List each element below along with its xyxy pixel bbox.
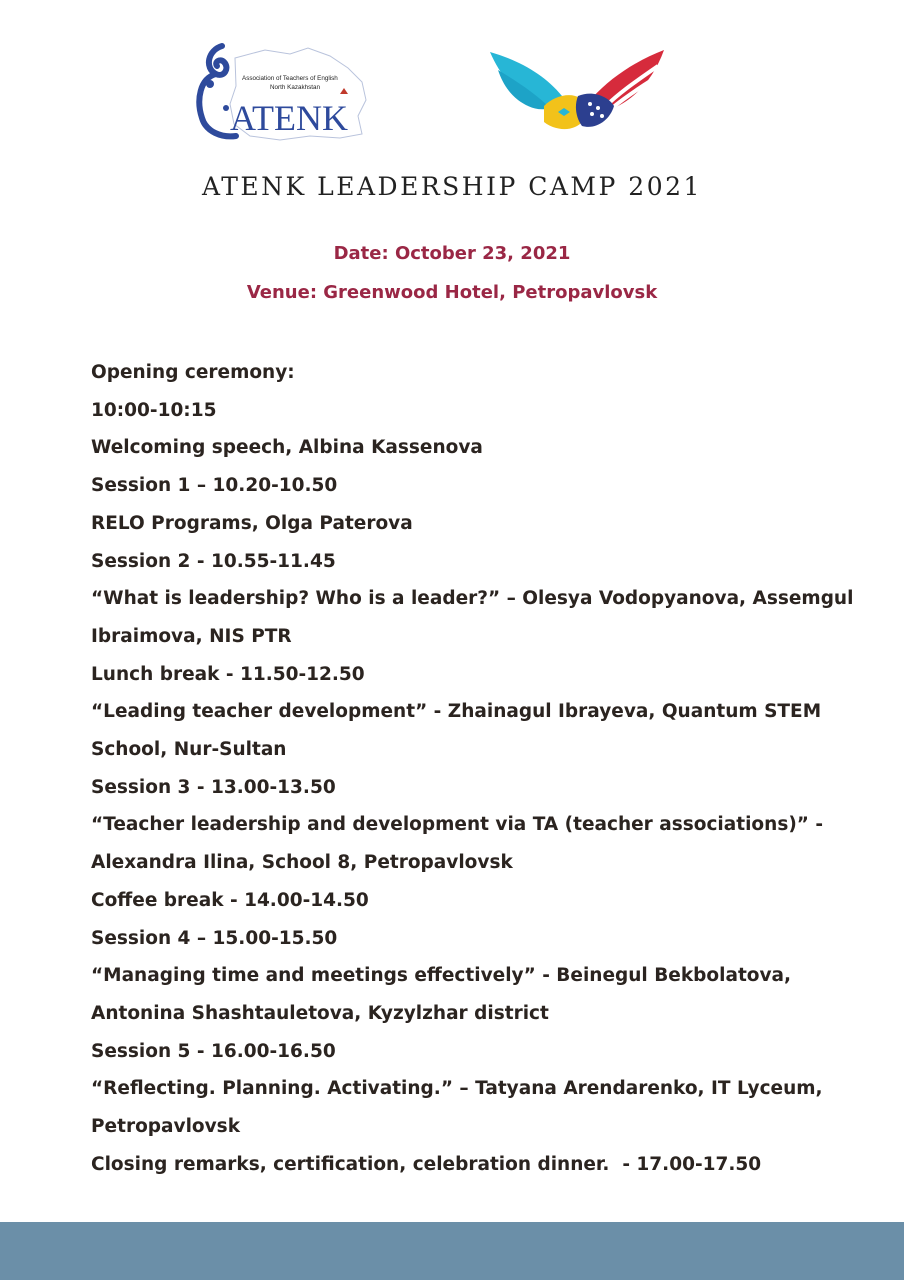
program-line: 10:00-10:15 [91, 399, 217, 421]
program-line: “Managing time and meetings effectively” - Beinegul Bekbolatova, [91, 965, 792, 987]
event-venue: Venue: Greenwood Hotel, Petropavlovsk [246, 282, 658, 303]
program-line: “What is leadership? Who is a leader?” – Olesya Vodopyanova, Assemgul [91, 588, 854, 610]
program-line: Session 3 - 13.00-13.50 [91, 776, 336, 798]
program-line: Session 4 – 15.00-15.50 [91, 927, 338, 949]
wings-handshake-icon [488, 46, 666, 142]
program-line: Coffee break - 14.00-14.50 [91, 889, 369, 911]
page-title: ATENK LEADERSHIP CAMP 2021 [202, 172, 702, 201]
atenk-logo [190, 38, 370, 144]
logo-wordmark: ATENK [230, 98, 348, 138]
program-line: “Leading teacher development” - Zhainagul Ibrayeva, Quantum STEM [91, 701, 822, 723]
program-line: Ibraimova, NIS PTR [91, 625, 292, 647]
program-line: Session 1 – 10.20-10.50 [91, 475, 338, 497]
program-line: Petropavlovsk [91, 1116, 240, 1138]
program-line: “Reflecting. Planning. Activating.” – Tatyana Arendarenko, IT Lyceum, [91, 1078, 823, 1100]
program-line: Lunch break - 11.50-12.50 [91, 663, 365, 685]
program-line: Opening ceremony: [91, 362, 295, 383]
program-list [91, 354, 854, 1183]
program-line: Session 5 - 16.00-16.50 [91, 1040, 336, 1062]
program-line: Closing remarks, certification, celebration dinner. - 17.00-17.50 [91, 1153, 762, 1175]
program-line: Alexandra Ilina, School 8, Petropavlovsk [91, 852, 513, 874]
program-line: Session 2 - 10.55-11.45 [91, 550, 336, 572]
program-line: RELO Programs, Olga Paterova [91, 512, 413, 534]
logo-line1: Association of Teachers of English [242, 75, 338, 82]
logo-line2: North Kazakhstan [270, 84, 321, 91]
program-line: Antonina Shashtauletova, Kyzylzhar district [91, 1002, 549, 1024]
event-date: Date: October 23, 2021 [333, 243, 571, 264]
program-line: “Teacher leadership and development via TA (teacher associations)” - [91, 814, 824, 836]
program-line: School, Nur-Sultan [91, 739, 287, 761]
program-line: Welcoming speech, Albina Kassenova [91, 437, 483, 459]
footer-bar [0, 1222, 904, 1280]
